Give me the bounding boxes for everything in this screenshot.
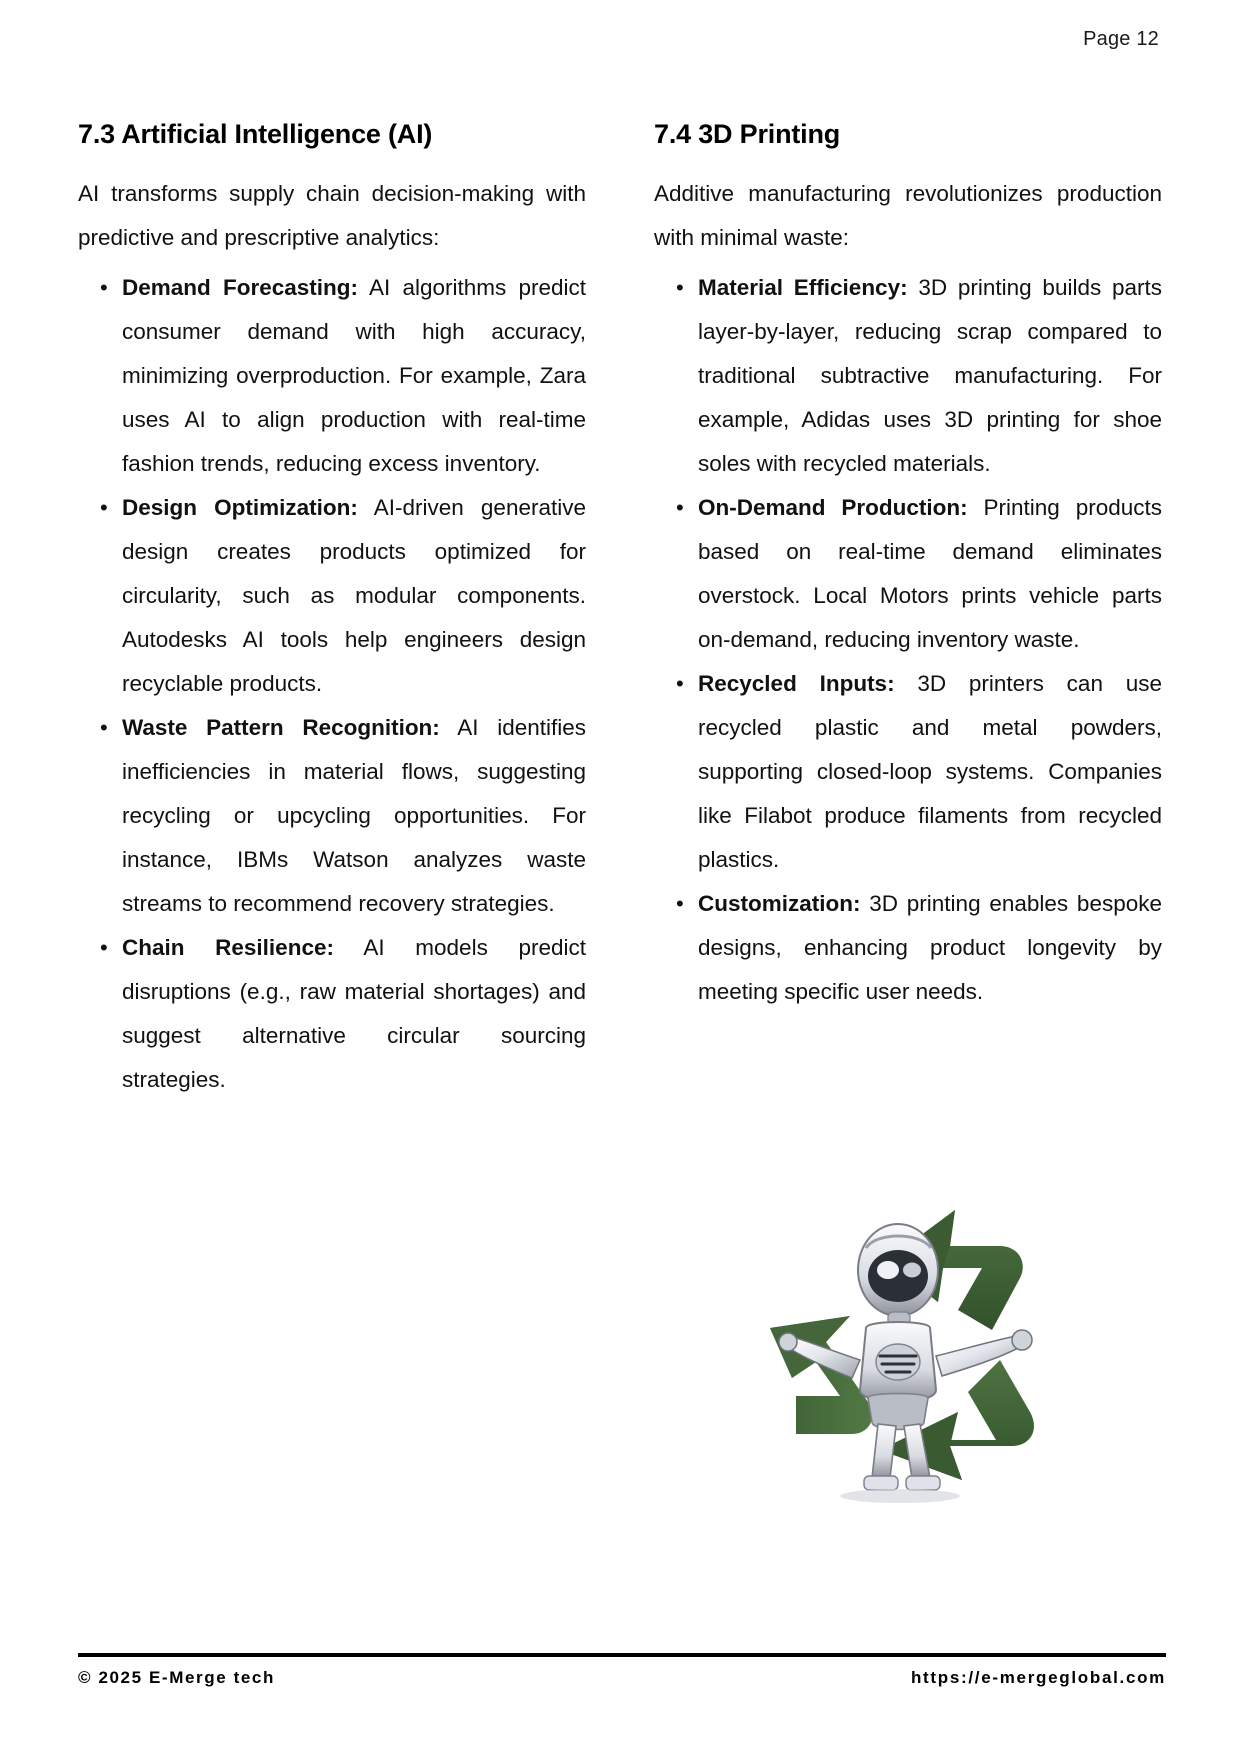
bullet-list-7-3 [78, 266, 586, 1102]
list-item-text: AI-driven generative design creates products optimized for circularity, such as modular components. Autodesks AI tools help engineers design recyclable products. [122, 495, 586, 697]
list-item-text: AI algorithms predict consumer demand with high accuracy, minimizing overproduction. For example, Zara uses AI to align production with real-time fashion trends, reducing excess inventory. [122, 275, 587, 477]
column-left [78, 118, 586, 1102]
list-item-term: Customization: [698, 891, 861, 917]
list-item [654, 662, 1162, 882]
list-item-term: Design Optimization: [122, 495, 358, 521]
list-item-text: AI identifies inefficiencies in material flows, suggesting recycling or upcycling opportunities. For instance, IBMs Watson analyzes waste streams to recommend recovery strategies. [122, 715, 586, 917]
list-item-text: 3D printing enables bespoke designs, enhancing product longevity by meeting specific user needs. [698, 891, 1162, 1005]
list-item-text: 3D printing builds parts layer-by-layer, reducing scrap compared to traditional subtractive manufacturing. For example, Adidas uses 3D printing for shoe soles with recycled materials. [698, 275, 1163, 477]
robot-recycling-graphic [700, 1150, 1100, 1510]
list-item [654, 882, 1162, 1014]
list-item [78, 486, 586, 706]
column-right [654, 118, 1162, 1102]
two-column-body [78, 118, 1163, 1102]
page-number-header: Page 12 [1083, 28, 1159, 50]
list-item [78, 266, 586, 486]
bullet-list-7-4 [654, 266, 1162, 1014]
list-item-term: Demand Forecasting: [122, 275, 359, 301]
list-item-text: 3D printers can use recycled plastic and metal powders, supporting closed-loop systems. Companies like Filabot produce filaments from recycled plastics. [698, 671, 1162, 873]
section-heading-7-4: 7.4 3D Printing [654, 119, 841, 149]
list-item [78, 706, 586, 926]
section-intro-7-4: Additive manufacturing revolutionizes production with minimal waste: [654, 181, 1162, 251]
list-item [654, 486, 1162, 662]
list-item-term: Chain Resilience: [122, 935, 334, 961]
footer-copyright: © 2025 E-Merge tech [78, 1668, 275, 1687]
page-footer [78, 1668, 1166, 1688]
section-heading-7-3: 7.3 Artificial Intelligence (AI) [78, 119, 433, 149]
list-item-term: Recycled Inputs: [698, 671, 895, 697]
list-item-term: Waste Pattern Recognition: [122, 715, 440, 741]
footer-divider [78, 1653, 1166, 1657]
list-item [78, 926, 586, 1102]
section-intro-7-3: AI transforms supply chain decision-making with predictive and prescriptive analytics: [78, 181, 586, 251]
list-item-text: Printing products based on real-time demand eliminates overstock. Local Motors prints vehicle parts on-demand, reducing inventory waste. [698, 495, 1163, 653]
list-item-term: On-Demand Production: [698, 495, 968, 521]
list-item [654, 266, 1162, 486]
robot-recycling-illustration [700, 1150, 1100, 1510]
list-item-text: AI models predict disruptions (e.g., raw material shortages) and suggest alternative circular sourcing strategies. [122, 935, 586, 1093]
list-item-term: Material Efficiency: [698, 275, 908, 301]
footer-url[interactable]: https://e-mergeglobal.com [910, 1668, 1166, 1687]
